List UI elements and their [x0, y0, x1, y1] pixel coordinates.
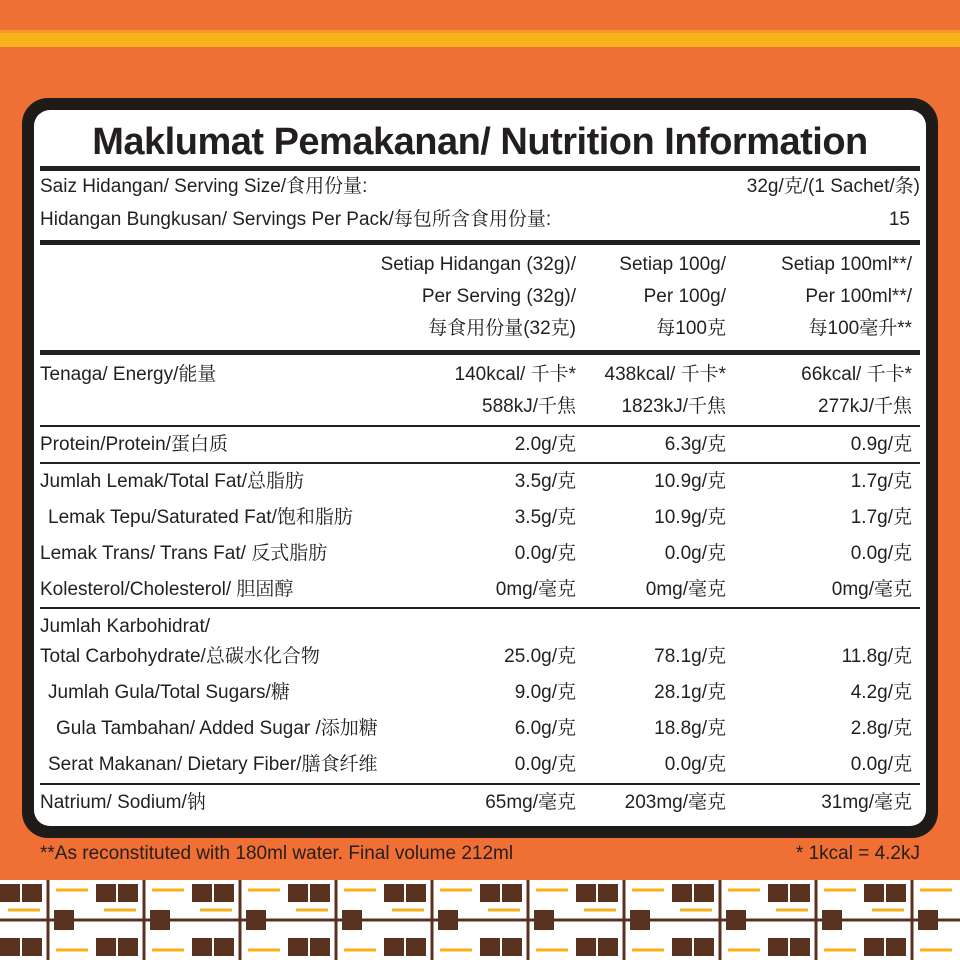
row-trans-fat-col2: 0.0g/克 — [664, 543, 726, 564]
row-carbohydrate-col1: 25.0g/克 — [504, 646, 576, 667]
decorative-tile-pattern — [0, 880, 960, 960]
tile-pattern-graphic — [0, 880, 960, 960]
servings-per-pack-label: Hidangan Bungkusan/ Servings Per Pack/每包所含食用份量: — [40, 209, 552, 230]
row-saturated-fat-col3: 1.7g/克 — [850, 507, 912, 528]
col2-header-line1: Setiap 100g/ — [619, 254, 726, 275]
row-added-sugar-col1: 6.0g/克 — [514, 718, 576, 739]
col3-header-line3: 每100毫升** — [808, 318, 912, 339]
row-added-sugar-col3: 2.8g/克 — [850, 718, 912, 739]
row-saturated-fat-col2: 10.9g/克 — [654, 507, 726, 528]
row-saturated-fat-label: Lemak Tepu/Saturated Fat/饱和脂肪 — [48, 507, 353, 528]
row-carbohydrate-label: Jumlah Karbohidrat/ — [40, 616, 211, 637]
row-dietary-fiber-col3: 0.0g/克 — [850, 754, 912, 775]
row-carbohydrate-label-line2: Total Carbohydrate/总碳水化合物 — [40, 646, 320, 667]
col1-header-line3: 每食用份量(32克) — [428, 318, 576, 339]
col1-header-line2: Per Serving (32g)/ — [421, 286, 576, 307]
col3-header-line2: Per 100ml**/ — [805, 286, 912, 307]
col2-header-line2: Per 100g/ — [643, 286, 726, 307]
row-trans-fat-col3: 0.0g/克 — [850, 543, 912, 564]
rule-after-fiber — [40, 783, 920, 785]
col2-header-line3: 每100克 — [656, 318, 726, 339]
row-protein-col2: 6.3g/克 — [664, 434, 726, 455]
row-protein-label: Protein/Protein/蛋白质 — [40, 434, 228, 455]
row-total-sugars-col1: 9.0g/克 — [514, 682, 576, 703]
nutrition-panel — [22, 98, 938, 838]
footnote-reconstitution: **As reconstituted with 180ml water. Final volume 212ml — [40, 843, 514, 864]
row-carbohydrate-col3: 11.8g/克 — [841, 646, 912, 667]
servings-per-pack-value: 15 — [888, 209, 910, 230]
row-total-fat-label: Jumlah Lemak/Total Fat/总脂肪 — [40, 471, 304, 492]
col3-header-line1: Setiap 100ml**/ — [781, 254, 912, 275]
row-cholesterol-col3: 0mg/毫克 — [831, 579, 912, 600]
row-energy-col3: 66kcal/ 千卡* — [801, 364, 912, 385]
row-energy-label: Tenaga/ Energy/能量 — [40, 364, 217, 385]
footnote-conversion: * 1kcal = 4.2kJ — [795, 843, 920, 864]
row-saturated-fat-col1: 3.5g/克 — [514, 507, 576, 528]
row-total-sugars-col3: 4.2g/克 — [850, 682, 912, 703]
row-dietary-fiber-col2: 0.0g/克 — [664, 754, 726, 775]
row-energy-col1: 140kcal/ 千卡* — [454, 364, 576, 385]
row-sodium-col1: 65mg/毫克 — [485, 792, 576, 813]
row-total-fat-col1: 3.5g/克 — [514, 471, 576, 492]
row-total-sugars-col2: 28.1g/克 — [654, 682, 726, 703]
row-total-fat-col3: 1.7g/克 — [850, 471, 912, 492]
row-energy-kj-col1: 588kJ/千焦 — [482, 396, 576, 417]
rule-under-serving — [40, 240, 920, 245]
rule-after-protein — [40, 462, 920, 464]
row-cholesterol-col2: 0mg/毫克 — [645, 579, 726, 600]
rule-after-energy — [40, 425, 920, 427]
rule-after-cholesterol — [40, 607, 920, 609]
row-trans-fat-label: Lemak Trans/ Trans Fat/ 反式脂肪 — [40, 543, 328, 564]
row-protein-col3: 0.9g/克 — [850, 434, 912, 455]
nutrition-panel-inner — [34, 110, 926, 826]
top-stripe — [0, 33, 960, 47]
row-sodium-col2: 203mg/毫克 — [624, 792, 726, 813]
row-dietary-fiber-label: Serat Makanan/ Dietary Fiber/膳食纤维 — [48, 754, 378, 775]
row-cholesterol-col1: 0mg/毫克 — [495, 579, 576, 600]
row-sodium-col3: 31mg/毫克 — [821, 792, 912, 813]
row-carbohydrate-col2: 78.1g/克 — [654, 646, 726, 667]
row-added-sugar-label: Gula Tambahan/ Added Sugar /添加糖 — [56, 718, 378, 739]
rule-under-title — [40, 166, 920, 171]
row-energy-kj-col2: 1823kJ/千焦 — [621, 396, 726, 417]
serving-size-value: 32g/克/(1 Sachet/条) — [746, 176, 920, 197]
row-energy-kj-col3: 277kJ/千焦 — [818, 396, 912, 417]
row-trans-fat-col1: 0.0g/克 — [514, 543, 576, 564]
row-added-sugar-col2: 18.8g/克 — [654, 718, 726, 739]
rule-under-headers — [40, 350, 920, 355]
panel-title: Maklumat Pemakanan/ Nutrition Information — [92, 121, 868, 163]
row-protein-col1: 2.0g/克 — [514, 434, 576, 455]
serving-size-label: Saiz Hidangan/ Serving Size/食用份量: — [40, 176, 368, 197]
row-dietary-fiber-col1: 0.0g/克 — [514, 754, 576, 775]
col1-header-line1: Setiap Hidangan (32g)/ — [380, 254, 576, 275]
row-total-sugars-label: Jumlah Gula/Total Sugars/糖 — [48, 682, 290, 703]
row-total-fat-col2: 10.9g/克 — [654, 471, 726, 492]
row-energy-col2: 438kcal/ 千卡* — [604, 364, 726, 385]
row-cholesterol-label: Kolesterol/Cholesterol/ 胆固醇 — [40, 579, 294, 600]
row-sodium-label: Natrium/ Sodium/钠 — [40, 792, 206, 813]
